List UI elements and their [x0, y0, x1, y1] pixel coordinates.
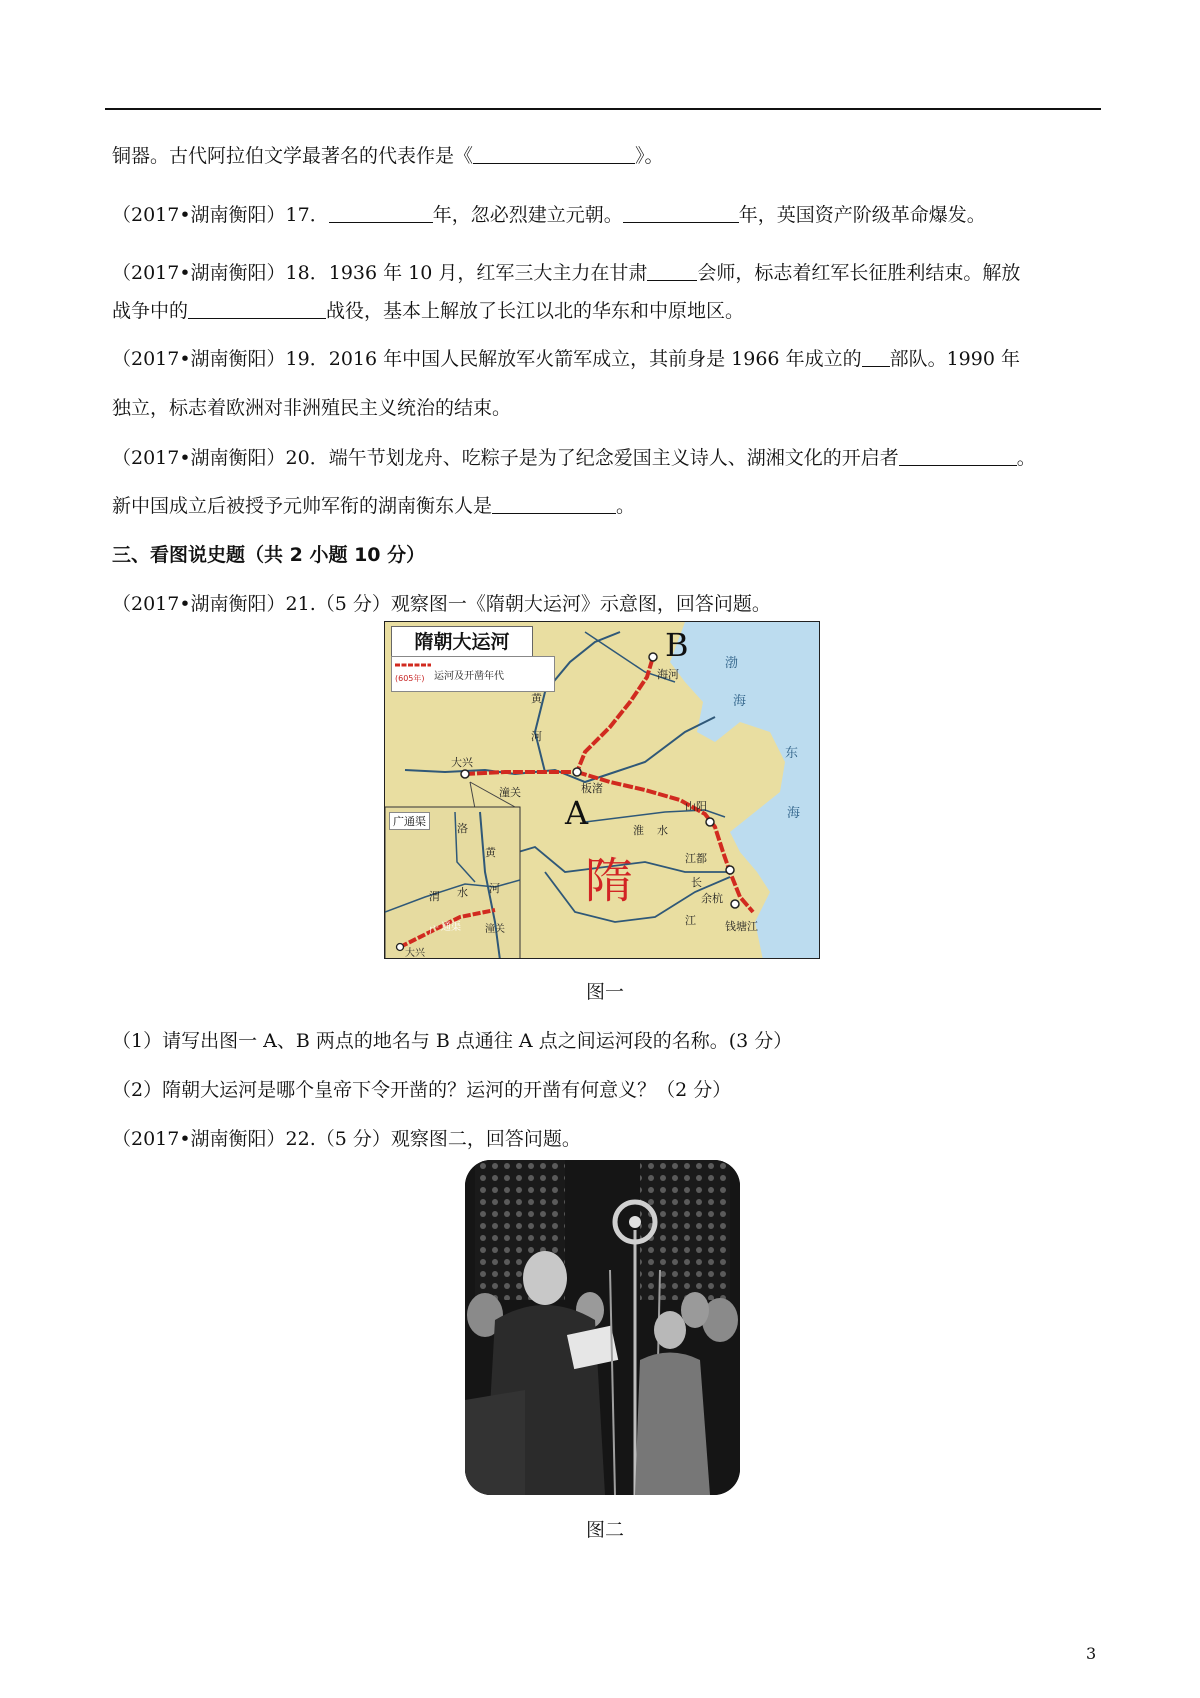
- question-22: （2017•湖南衡阳）22.（5 分）观察图二，回答问题。: [112, 1128, 581, 1150]
- map-label: 长: [691, 876, 702, 889]
- map-label: 河: [489, 882, 500, 895]
- map-legend: [391, 656, 555, 692]
- answer-blank[interactable]: [492, 493, 616, 514]
- map-label: 余杭: [701, 892, 723, 905]
- map-label: 淮: [633, 824, 644, 837]
- map-label: 海河: [657, 668, 679, 681]
- legend-text: 运河及开凿年代: [434, 671, 504, 682]
- legend-canal-icon: [395, 661, 433, 669]
- question-18: （2017•湖南衡阳）18．1936 年 10 月，红军三大主力在甘肃 会师，标志着红军长征胜利结束。解放: [112, 262, 1021, 284]
- map-label: 渭: [429, 890, 440, 903]
- page-number: 3: [1086, 1644, 1097, 1663]
- map-label: 大兴: [451, 756, 473, 769]
- map-label-sui: 隋: [585, 853, 634, 909]
- figure2-caption: 图二: [586, 1519, 625, 1541]
- question-17: （2017•湖南衡阳）17． 年，忽必烈建立元朝。 年，英国资产阶级革命爆发。: [112, 204, 986, 226]
- text-line-1: 铜器。古代阿拉伯文学最著名的代表作是《 》。: [112, 145, 664, 167]
- map-label: 江: [685, 914, 696, 927]
- question-21: （2017•湖南衡阳）21.（5 分）观察图一《隋朝大运河》示意图，回答问题。: [112, 593, 771, 615]
- map-label-a: A: [565, 794, 589, 832]
- map-label: 东: [785, 746, 799, 761]
- map-label: 广: [429, 926, 439, 937]
- photo-graphic: [465, 1160, 740, 1495]
- grand-canal-map: [384, 621, 820, 959]
- map-label: 洛: [457, 822, 468, 835]
- answer-blank[interactable]: [623, 202, 739, 223]
- question-18-cont: 战争中的 战役，基本上解放了长江以北的华东和中原地区。: [112, 300, 745, 322]
- map-label: 海: [787, 806, 801, 821]
- map-label: 板渚: [581, 782, 603, 795]
- answer-blank[interactable]: [473, 143, 635, 164]
- header-rule: [105, 108, 1101, 110]
- inset-title: 广通渠: [389, 812, 430, 830]
- answer-blank[interactable]: [188, 298, 326, 319]
- map-label: 通渠: [441, 922, 461, 933]
- map-label: 潼关: [499, 786, 521, 799]
- map-label: 潼关: [485, 924, 505, 935]
- question-19: （2017•湖南衡阳）19．2016 年中国人民解放军火箭军成立，其前身是 1966 年成立的 部队。1990 年: [112, 348, 1020, 370]
- answer-blank[interactable]: [647, 260, 697, 281]
- map-label: 黄: [531, 692, 542, 705]
- question-21-2: （2）隋朝大运河是哪个皇帝下令开凿的？运河的开凿有何意义？（2 分）: [112, 1079, 732, 1101]
- founding-ceremony-photo: [465, 1160, 740, 1495]
- answer-blank[interactable]: [862, 346, 890, 367]
- figure1-caption: 图一: [586, 981, 625, 1003]
- answer-blank[interactable]: [899, 445, 1017, 466]
- map-label-b: B: [665, 626, 689, 664]
- map-label: 河: [531, 730, 542, 743]
- map-label: 钱塘江: [725, 920, 758, 933]
- map-label: 大兴: [405, 948, 425, 959]
- map-label: 江都: [685, 852, 707, 865]
- question-20-cont: 新中国成立后被授予元帅军衔的湖南衡东人是 。: [112, 495, 636, 517]
- map-label: 黄: [485, 846, 496, 859]
- section-heading: 三、看图说史题（共 2 小题 10 分）: [112, 544, 426, 566]
- map-label: 水: [657, 824, 668, 837]
- map-label: 水: [457, 886, 468, 899]
- legend-year: (605年): [395, 674, 425, 683]
- map-title: 隋朝大运河: [391, 626, 533, 658]
- answer-blank[interactable]: [329, 202, 433, 223]
- question-19-cont: 独立，标志着欧洲对非洲殖民主义统治的结束。: [112, 397, 512, 419]
- question-20: （2017•湖南衡阳）20．端午节划龙舟、吃粽子是为了纪念爱国主义诗人、湖湘文化的开启者 。: [112, 447, 1036, 469]
- question-21-1: （1）请写出图一 A、B 两点的地名与 B 点通往 A 点之间运河段的名称。(3 分）: [112, 1030, 793, 1052]
- map-label: 渤: [725, 656, 739, 671]
- map-label: 海: [733, 694, 747, 709]
- map-label: 山阳: [685, 800, 707, 813]
